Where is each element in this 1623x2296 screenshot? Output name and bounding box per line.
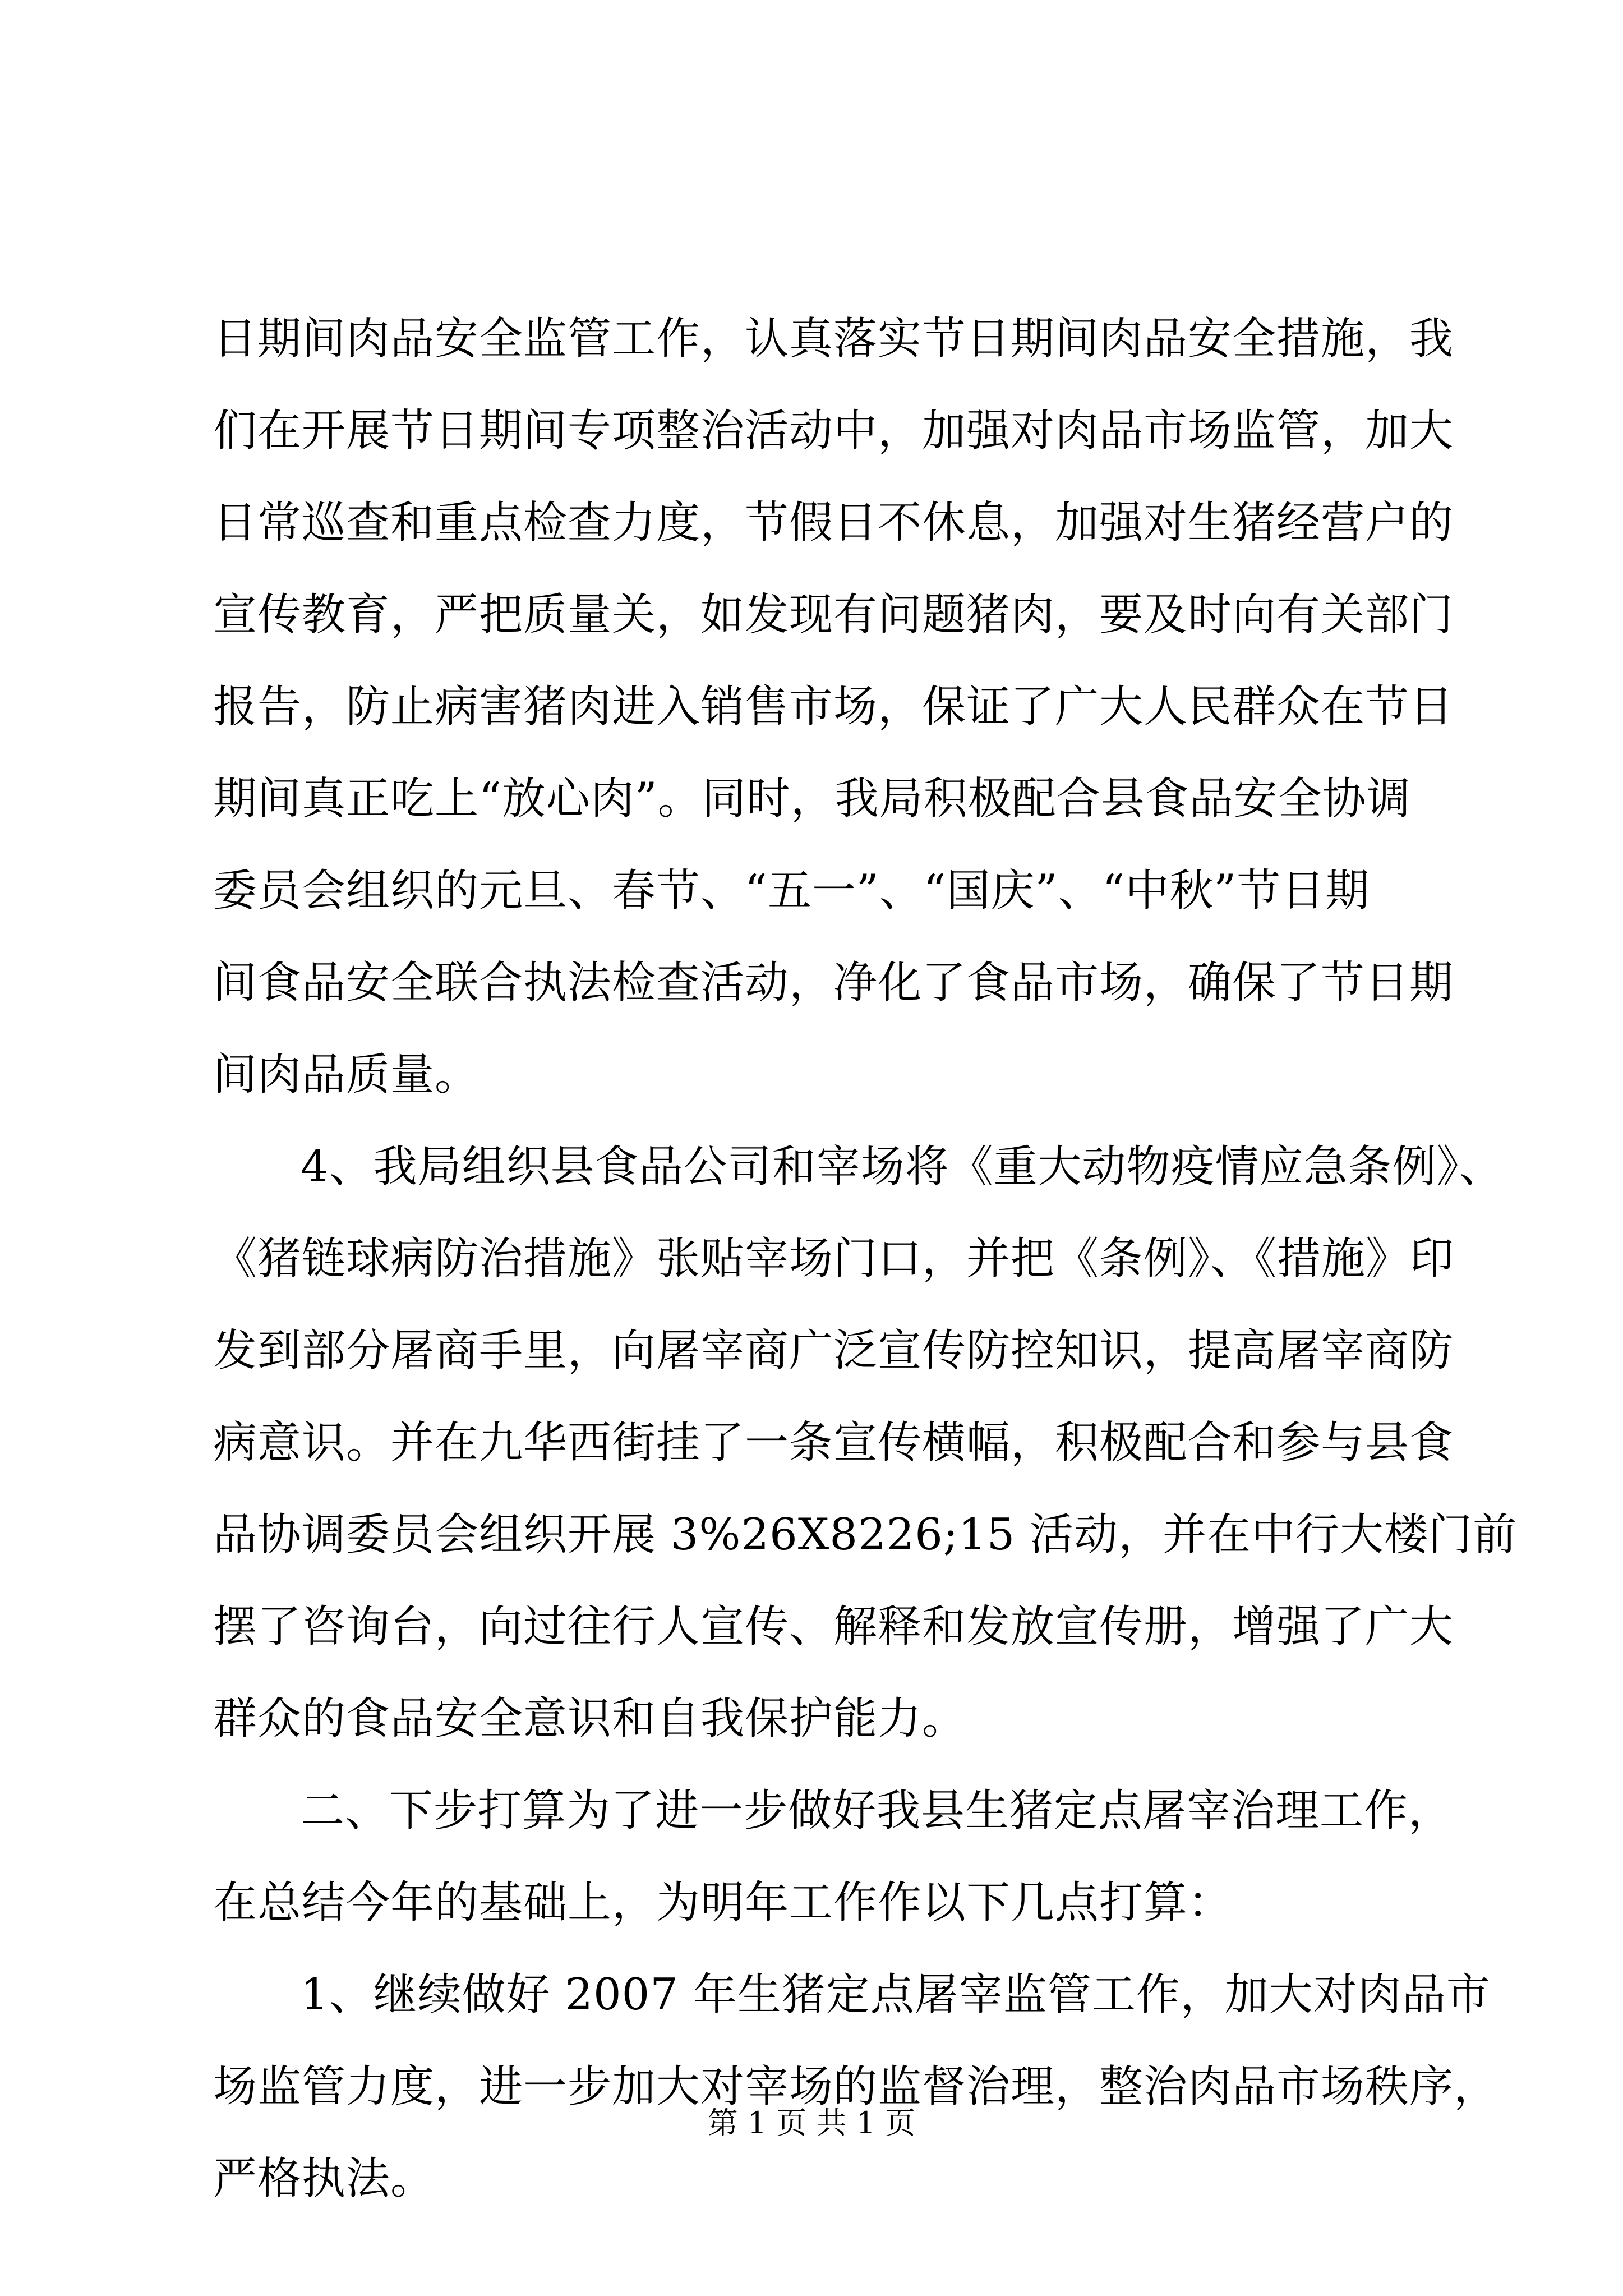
text-line: 期间真正吃上“放心肉”。同时，我局积极配合县食品安全协调	[213, 774, 1411, 824]
text-line: 《猪链球病防治措施》张贴宰场门口，并把《条例》、《措施》印	[213, 1234, 1455, 1284]
paragraph-start-line: 4、我局组织县食品公司和宰场将《重大动物疫情应急条例》、	[301, 1142, 1504, 1192]
text-line: 场监管力度，进一步加大对宰场的监督治理，整治肉品市场秩序，	[213, 2062, 1498, 2112]
paragraph-start-line: 二、下步打算为了进一步做好我县生猪定点屠宰治理工作，	[301, 1786, 1453, 1836]
paragraph-start-line: 1、继续做好 2007 年生猪定点屠宰监管工作，加大对肉品市	[301, 1970, 1491, 2020]
document-body	[213, 293, 1518, 2225]
text-line: 摆了咨询台，向过往行人宣传、解释和发放宣传册，增强了广大	[213, 1602, 1454, 1652]
text-line: 间肉品质量。	[213, 1050, 479, 1100]
text-line: 日常巡查和重点检查力度，节假日不休息，加强对生猪经营户的	[213, 498, 1454, 548]
text-line: 报告，防止病害猪肉进入销售市场，保证了广大人民群众在节日	[213, 682, 1454, 732]
text-line: 病意识。并在九华西街挂了一条宣传横幅，积极配合和参与县食	[213, 1418, 1454, 1468]
page-footer: 第 1 页 共 1 页	[707, 2105, 916, 2141]
text-line: 品协调委员会组织开展 3%26X8226;15 活动，并在中行大楼门前	[213, 1510, 1518, 1560]
text-line: 委员会组织的元旦、春节、“五一”、“国庆”、“中秋”节日期	[213, 866, 1370, 916]
text-line: 群众的食品安全意识和自我保护能力。	[213, 1694, 967, 1744]
text-line: 间食品安全联合执法检查活动，净化了食品市场，确保了节日期	[213, 958, 1454, 1008]
text-line: 在总结今年的基础上，为明年工作作以下几点打算：	[213, 1878, 1233, 1928]
text-line: 发到部分屠商手里，向屠宰商广泛宣传防控知识，提高屠宰商防	[213, 1326, 1454, 1376]
text-line: 日期间肉品安全监管工作，认真落实节日期间肉品安全措施，我	[213, 314, 1454, 364]
text-line: 宣传教育，严把质量关，如发现有问题猪肉，要及时向有关部门	[213, 590, 1454, 640]
text-line: 严格执法。	[213, 2154, 435, 2204]
text-line: 们在开展节日期间专项整治活动中，加强对肉品市场监管，加大	[213, 406, 1454, 456]
